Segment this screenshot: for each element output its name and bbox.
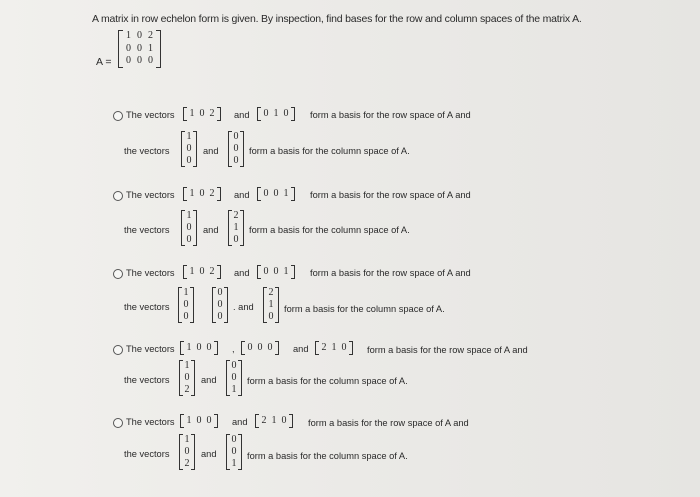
option-5-row-vec-2 xyxy=(255,414,293,428)
vector-entry: 2 xyxy=(209,266,215,277)
option-5-col-lead: the vectors xyxy=(124,449,170,459)
option-4-row-tail: form a basis for the row space of A and xyxy=(367,345,528,355)
vector-entry: 1 xyxy=(189,266,195,277)
vector-entry: 1 xyxy=(283,188,289,199)
option-2-row-tail: form a basis for the row space of A and xyxy=(310,190,471,200)
vector-entry: 0 xyxy=(233,143,239,154)
vector-entry: 0 xyxy=(183,311,189,322)
option-3-row-vec-1 xyxy=(183,265,221,279)
vector-entry: 2 xyxy=(209,188,215,199)
matrix-label: A = xyxy=(96,56,112,68)
option-4-row-vec-1 xyxy=(180,341,218,355)
option-3-col-vec-2 xyxy=(212,287,228,323)
m20: 0 xyxy=(126,55,131,66)
option-1-and-1: and xyxy=(234,110,250,120)
vector-entry: 0 xyxy=(233,131,239,142)
radio-option-5[interactable] xyxy=(113,418,123,428)
option-3-row-vec-2 xyxy=(257,265,295,279)
vector-entry: 2 xyxy=(268,287,274,298)
vector-entry: 0 xyxy=(186,143,192,154)
vector-entry: 0 xyxy=(231,446,237,457)
option-1-col-vec-2 xyxy=(228,131,244,167)
vector-entry: 0 xyxy=(257,342,263,353)
vector-entry: 0 xyxy=(183,299,189,310)
question-text: A matrix in row echelon form is given. By inspection, find bases for the row and column spaces of the matrix A. xyxy=(92,13,582,25)
option-3-and-2: . and xyxy=(233,302,254,312)
vector-entry: 0 xyxy=(233,234,239,245)
vector-entry: 1 xyxy=(186,342,192,353)
vector-entry: 0 xyxy=(206,415,212,426)
vector-entry: 1 xyxy=(184,360,190,371)
vector-entry: 2 xyxy=(321,342,327,353)
vector-entry: 0 xyxy=(186,155,192,166)
option-1-row-vec-2 xyxy=(257,107,295,121)
option-5-row-vec-1 xyxy=(180,414,218,428)
vector-entry: 1 xyxy=(283,266,289,277)
option-2-col-tail: form a basis for the column space of A. xyxy=(249,225,410,235)
vector-entry: 2 xyxy=(184,458,190,469)
vector-entry: 1 xyxy=(186,210,192,221)
option-1-and-2: and xyxy=(203,146,219,156)
option-5-col-tail: form a basis for the column space of A. xyxy=(247,451,408,461)
option-4-comma: , xyxy=(232,344,235,354)
vector-entry: 2 xyxy=(233,210,239,221)
option-2-and-1: and xyxy=(234,190,250,200)
option-1-row-vec-1 xyxy=(183,107,221,121)
option-5-row-tail: form a basis for the row space of A and xyxy=(308,418,469,428)
option-5-col-vec-1 xyxy=(179,434,195,470)
option-3-and-1: and xyxy=(234,268,250,278)
radio-option-1[interactable] xyxy=(113,111,123,121)
option-3-col-vec-3 xyxy=(263,287,279,323)
vector-entry: 1 xyxy=(183,287,189,298)
option-2-col-vec-2 xyxy=(228,210,244,246)
vector-entry: 0 xyxy=(184,372,190,383)
m10: 0 xyxy=(126,42,131,54)
option-4-lead: The vectors xyxy=(126,344,175,354)
option-1-row-tail: form a basis for the row space of A and xyxy=(310,110,471,120)
vector-entry: 0 xyxy=(196,342,202,353)
vector-entry: 2 xyxy=(209,108,215,119)
vector-entry: 0 xyxy=(206,342,212,353)
m01: 0 xyxy=(137,30,142,41)
vector-entry: 0 xyxy=(267,342,273,353)
radio-option-2[interactable] xyxy=(113,191,123,201)
vector-entry: 0 xyxy=(233,155,239,166)
vector-entry: 0 xyxy=(231,434,237,445)
vector-entry: 0 xyxy=(217,299,223,310)
option-4-and-1: and xyxy=(293,344,309,354)
vector-entry: 0 xyxy=(273,188,279,199)
vector-entry: 0 xyxy=(199,108,205,119)
vector-entry: 0 xyxy=(199,266,205,277)
vector-entry: 2 xyxy=(261,415,267,426)
radio-option-3[interactable] xyxy=(113,269,123,279)
vector-entry: 0 xyxy=(263,108,269,119)
m12: 1 xyxy=(148,42,153,54)
vector-entry: 1 xyxy=(273,108,279,119)
vector-entry: 1 xyxy=(189,108,195,119)
option-3-lead: The vectors xyxy=(126,268,175,278)
option-4-col-tail: form a basis for the column space of A. xyxy=(247,376,408,386)
option-1-lead: The vectors xyxy=(126,110,175,120)
vector-entry: 0 xyxy=(184,446,190,457)
m21: 0 xyxy=(137,55,142,66)
vector-entry: 0 xyxy=(341,342,347,353)
vector-entry: 0 xyxy=(196,415,202,426)
option-4-col-vec-2 xyxy=(226,360,242,396)
option-1-col-tail: form a basis for the column space of A. xyxy=(249,146,410,156)
vector-entry: 0 xyxy=(268,311,274,322)
m11: 0 xyxy=(137,42,142,54)
vector-entry: 2 xyxy=(184,384,190,395)
vector-entry: 1 xyxy=(331,342,337,353)
vector-entry: 0 xyxy=(281,415,287,426)
option-4-col-lead: the vectors xyxy=(124,375,170,385)
option-5-and-1: and xyxy=(232,417,248,427)
matrix-body xyxy=(118,30,161,68)
vector-entry: 0 xyxy=(217,287,223,298)
option-5-lead: The vectors xyxy=(126,417,175,427)
option-3-col-tail: form a basis for the column space of A. xyxy=(284,304,445,314)
m22: 0 xyxy=(148,55,153,66)
vector-entry: 1 xyxy=(186,415,192,426)
option-4-and-2: and xyxy=(201,375,217,385)
m00: 1 xyxy=(126,30,131,41)
radio-option-4[interactable] xyxy=(113,345,123,355)
vector-entry: 0 xyxy=(231,372,237,383)
vector-entry: 0 xyxy=(186,234,192,245)
vector-entry: 1 xyxy=(184,434,190,445)
option-4-col-vec-1 xyxy=(179,360,195,396)
option-2-col-lead: the vectors xyxy=(124,225,170,235)
option-2-row-vec-2 xyxy=(257,187,295,201)
vector-entry: 1 xyxy=(186,131,192,142)
vector-entry: 1 xyxy=(231,458,237,469)
vector-entry: 1 xyxy=(233,222,239,233)
option-1-col-lead: the vectors xyxy=(124,146,170,156)
vector-entry: 0 xyxy=(247,342,253,353)
option-2-col-vec-1 xyxy=(181,210,197,246)
option-5-and-2: and xyxy=(201,449,217,459)
option-1-col-vec-1 xyxy=(181,131,197,167)
option-3-col-vec-1 xyxy=(178,287,194,323)
option-2-and-2: and xyxy=(203,225,219,235)
option-4-row-vec-3 xyxy=(315,341,353,355)
vector-entry: 0 xyxy=(263,266,269,277)
option-5-col-vec-2 xyxy=(226,434,242,470)
vector-entry: 0 xyxy=(283,108,289,119)
vector-entry: 1 xyxy=(189,188,195,199)
vector-entry: 0 xyxy=(231,360,237,371)
vector-entry: 0 xyxy=(273,266,279,277)
vector-entry: 0 xyxy=(186,222,192,233)
vector-entry: 0 xyxy=(199,188,205,199)
option-3-col-lead: the vectors xyxy=(124,302,170,312)
m02: 2 xyxy=(148,30,153,41)
option-2-row-vec-1 xyxy=(183,187,221,201)
vector-entry: 1 xyxy=(271,415,277,426)
vector-entry: 1 xyxy=(231,384,237,395)
option-2-lead: The vectors xyxy=(126,190,175,200)
option-3-row-tail: form a basis for the row space of A and xyxy=(310,268,471,278)
vector-entry: 0 xyxy=(263,188,269,199)
vector-entry: 1 xyxy=(268,299,274,310)
vector-entry: 0 xyxy=(217,311,223,322)
option-4-row-vec-2 xyxy=(241,341,279,355)
